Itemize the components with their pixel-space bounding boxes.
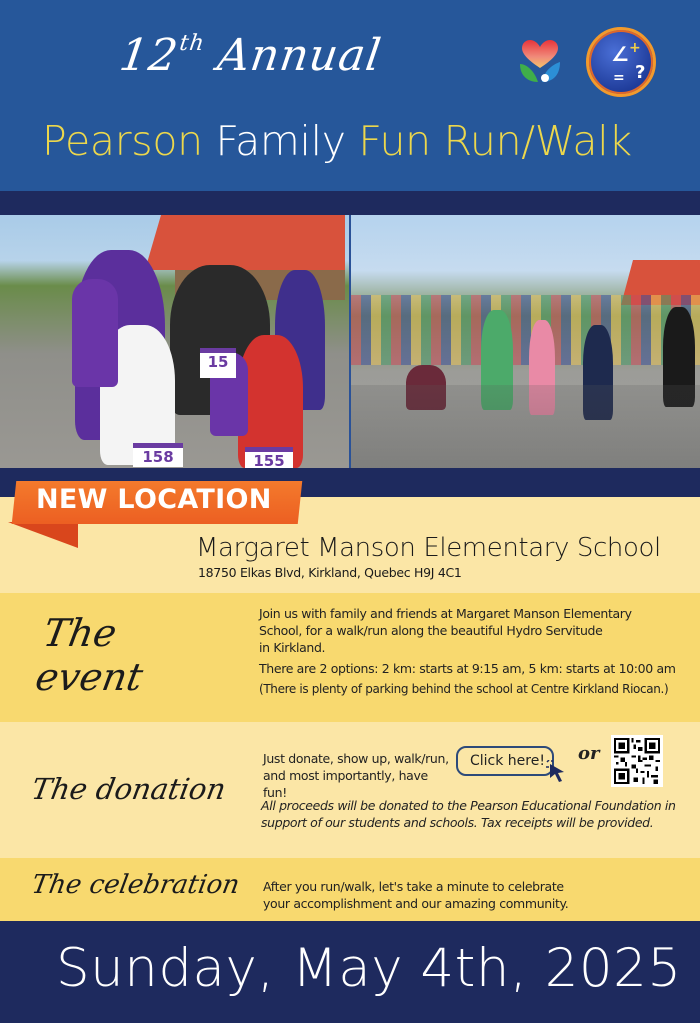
event-date: Sunday, May 4th, 2025 xyxy=(56,938,682,999)
celebration-heading: The celebration xyxy=(29,870,242,900)
donation-intro-line: and most importantly, have fun! xyxy=(263,768,428,800)
race-bib: 158 xyxy=(133,443,183,467)
donation-proceeds xyxy=(261,797,691,831)
school-name: Margaret Manson Elementary School xyxy=(196,533,661,563)
click-here-donate-button[interactable]: Click here! xyxy=(456,746,554,776)
red-roof xyxy=(145,215,345,270)
runners-photo xyxy=(351,215,700,468)
new-location-badge: NEW LOCATION xyxy=(36,484,272,515)
event-options: There are 2 options: 2 km: starts at 9:15 am, 5 km: starts at 10:00 am xyxy=(259,661,676,676)
title-pearson: Pearson xyxy=(42,117,203,165)
pointer-cursor-icon xyxy=(546,760,568,784)
annual-word: Annual xyxy=(214,30,385,81)
celebration-line: After you run/walk, let's take a minute to celebrate xyxy=(263,879,564,894)
annual-suffix: th xyxy=(177,31,207,56)
header xyxy=(0,0,700,191)
event-description xyxy=(259,605,689,698)
crowd xyxy=(351,295,700,365)
foam-finger-icon xyxy=(72,279,118,387)
race-bib: 155 xyxy=(245,447,293,468)
donation-heading: The donation xyxy=(29,772,229,806)
event-text-line: Join us with family and friends at Margaret Manson Elementary xyxy=(259,606,632,621)
heart-hands-logo-icon xyxy=(518,38,562,86)
celebration-text xyxy=(263,878,683,912)
event-heading xyxy=(32,611,154,699)
proceeds-line: All proceeds will be donated to the Pearson Educational Foundation in xyxy=(261,798,676,813)
or-text: or xyxy=(578,743,600,764)
annual-number: 12 xyxy=(116,30,182,81)
annual-heading xyxy=(116,30,384,81)
race-bib: 15 xyxy=(200,348,236,378)
event-text-line: School, for a walk/run along the beautiful Hydro Servitude xyxy=(259,623,603,638)
event-title xyxy=(42,117,632,165)
proceeds-line: support of our students and schools. Tax receipts will be provided. xyxy=(261,815,654,830)
event-parking-note: (There is plenty of parking behind the school at Centre Kirkland Riocan.) xyxy=(259,682,669,696)
divider-band xyxy=(0,191,700,215)
title-family: Family xyxy=(215,117,346,165)
photo-strip xyxy=(0,215,700,468)
event-heading-line2: event xyxy=(32,655,147,699)
school-address: 18750 Elkas Blvd, Kirkland, Quebec H9J 4C1 xyxy=(198,565,462,580)
math-symbols-logo-icon: ∠ + = ? xyxy=(586,27,656,97)
qr-code-icon[interactable] xyxy=(611,735,663,787)
event-text-line: in Kirkland. xyxy=(259,640,326,655)
title-fun-run-walk: Fun Run/Walk xyxy=(358,117,632,165)
donation-intro-line: Just donate, show up, walk/run, xyxy=(263,751,449,766)
road-shadow xyxy=(351,385,700,468)
family-photo xyxy=(0,215,349,468)
event-heading-line1: The xyxy=(40,611,121,655)
celebration-section xyxy=(0,858,700,921)
event-section xyxy=(0,593,700,722)
celebration-line: your accomplishment and our amazing community. xyxy=(263,896,569,911)
donation-intro xyxy=(263,750,453,801)
